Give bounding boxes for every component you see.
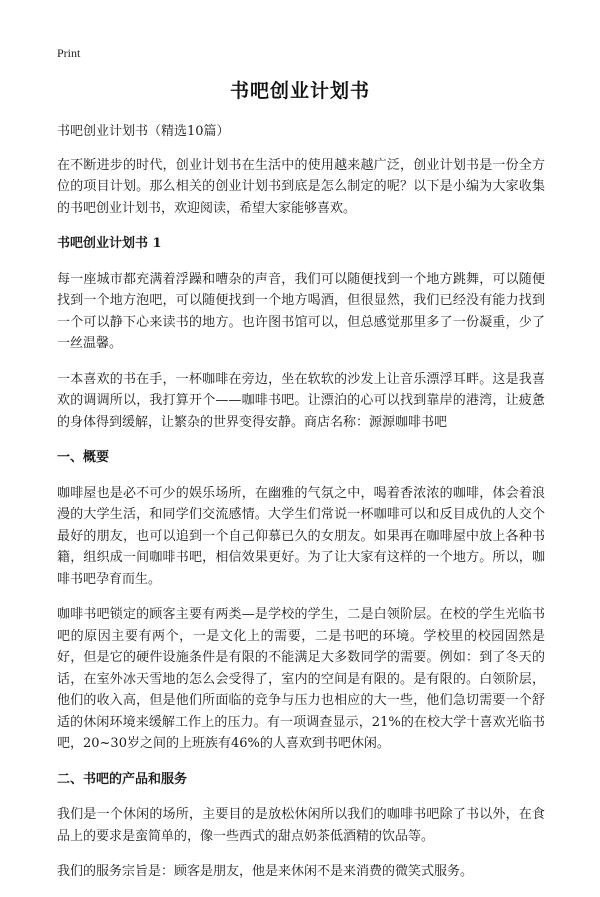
page-title: 书吧创业计划书 [229,80,370,102]
paragraph: 一本喜欢的书在手，一杯咖啡在旁边，坐在软软的沙发上让音乐漂浮耳畔。这是我喜欢的调调所以，我打算开个——咖啡书吧。让漂泊的心可以找到靠岸的港湾，让疲惫的身体得到缓解，让繁杂的世界变得安静。商店名称：源源咖啡书吧 [57,371,545,430]
document-body [57,121,545,897]
section-heading-1: 书吧创业计划书 1 [57,236,162,251]
document-subtitle: 书吧创业计划书（精选10篇） [57,124,230,139]
intro-paragraph: 在不断进步的时代，创业计划书在生活中的使用越来越广泛，创业计划书是一份全方位的项目计划。那么相关的创业计划书到底是怎么制定的呢？以下是小编为大家收集的书吧创业计划书，欢迎阅读，希望大家能够喜欢。 [57,157,545,216]
paragraph: 咖啡屋也是必不可少的娱乐场所，在幽雅的气氛之中，喝着香浓浓的咖啡，体会着浪漫的大学生活，和同学们交流感情。大学生们常说一杯咖啡可以和反目成仇的人交个最好的朋友，也可以追到一个自己仰慕已久的女朋友。如果再在咖啡屋中放上各种书籍，组织成一间咖啡书吧，相信效果更好。为了让大家有这样的一个地方。所以，咖啡书吧孕育而生。 [57,485,545,587]
paragraph: 咖啡书吧锁定的顾客主要有两类—是学校的学生，二是白领阶层。在校的学生光临书吧的原因主要有两个，一是文化上的需要，二是书吧的环境。学校里的校园固然是好，但是它的硬件设施条件是有限的不能满足大多数同学的需要。例如：到了冬天的话，在室外冰天雪地的怎么会受得了，室内的空间是有限的。是有限的。白领阶层，他们的收入高，但是他们所面临的竞争与压力也相应的大一些，他们急切需要一个舒适的休闲环境来缓解工作上的压力。有一项调查显示，21%的在校大学十喜欢光临书吧，20~30岁之间的上班族有46%的人喜欢到书吧休闲。 [57,607,545,751]
section-heading-products: 二、书吧的产品和服务 [57,771,188,787]
paragraph: 每一座城市都充满着浮躁和嘈杂的声音，我们可以随便找到一个地方跳舞，可以随便找到一个地方泡吧，可以随便找到一个地方喝酒，但很显然，我们已经没有能力找到一个可以静下心来读书的地方。也许图书馆可以，但总感觉那里多了一份凝重，少了一丝温馨。 [57,271,545,351]
section-heading-overview: 一、概要 [57,450,110,465]
paragraph: 我们的服务宗旨是：顾客是朋友，他是来休闲不是来消费的微笑式服务。 [57,864,474,879]
print-link[interactable]: Print [57,46,81,60]
paragraph: 我们是一个休闲的场所，主要目的是放松休闲所以我们的咖啡书吧除了书以外，在食品上的要求是蛮简单的，像一些西式的甜点奶茶低酒精的饮品等。 [57,807,545,844]
